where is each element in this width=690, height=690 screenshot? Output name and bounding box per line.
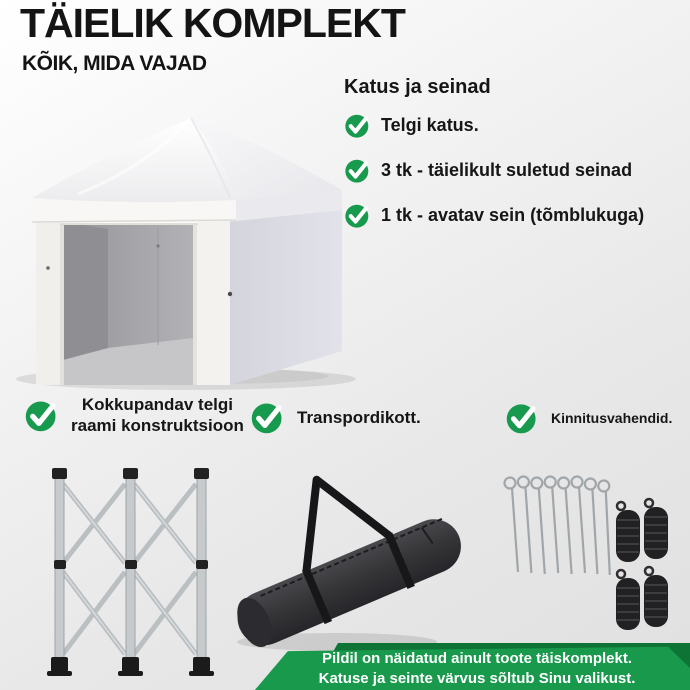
check-circle-icon: [344, 112, 371, 139]
bag-photo: [222, 466, 477, 658]
frame-photo: [30, 460, 230, 685]
list-item-label: 3 tk - täielikult suletud seinad: [381, 160, 633, 180]
feature-label-line: raami konstruktsioon: [71, 416, 244, 435]
section-heading: Katus ja seinad: [344, 76, 491, 98]
feature-label: Kinnitusvahendid.: [551, 409, 673, 426]
list-item-label: 1 tk - avatav sein (tõmblukuga): [381, 205, 645, 225]
feature-label-line: Kokkupandav telgi: [81, 395, 233, 414]
check-circle-icon: [250, 400, 285, 435]
roof-walls-section: [344, 76, 690, 247]
list-item-label: Telgi katus.: [381, 115, 479, 135]
page-title: TÄIELIK KOMPLEKT: [20, 0, 405, 46]
list-item: [344, 112, 690, 139]
tent-photo: [8, 98, 358, 390]
check-circle-icon: [24, 398, 59, 433]
check-circle-icon: [505, 401, 539, 435]
fixings-photo: [492, 460, 690, 645]
feature-frame: [24, 394, 244, 436]
feature-label: [71, 394, 244, 436]
footer-note-banner: [250, 642, 690, 690]
footer-note: [250, 642, 690, 690]
feature-label: Transpordikott.: [297, 408, 421, 427]
feature-bag: [250, 400, 421, 435]
page-subtitle: KÕIK, MIDA VAJAD: [22, 52, 207, 75]
footer-note-line: Katuse ja seinte värvus sõltub Sinu valikust.: [318, 670, 636, 687]
feature-fixings: [505, 401, 672, 435]
footer-note-line: Pildil on näidatud ainult toote täiskomplekt.: [321, 650, 633, 667]
list-item: [344, 202, 690, 229]
check-circle-icon: [344, 202, 371, 229]
list-item: [344, 157, 690, 184]
check-circle-icon: [344, 157, 371, 184]
